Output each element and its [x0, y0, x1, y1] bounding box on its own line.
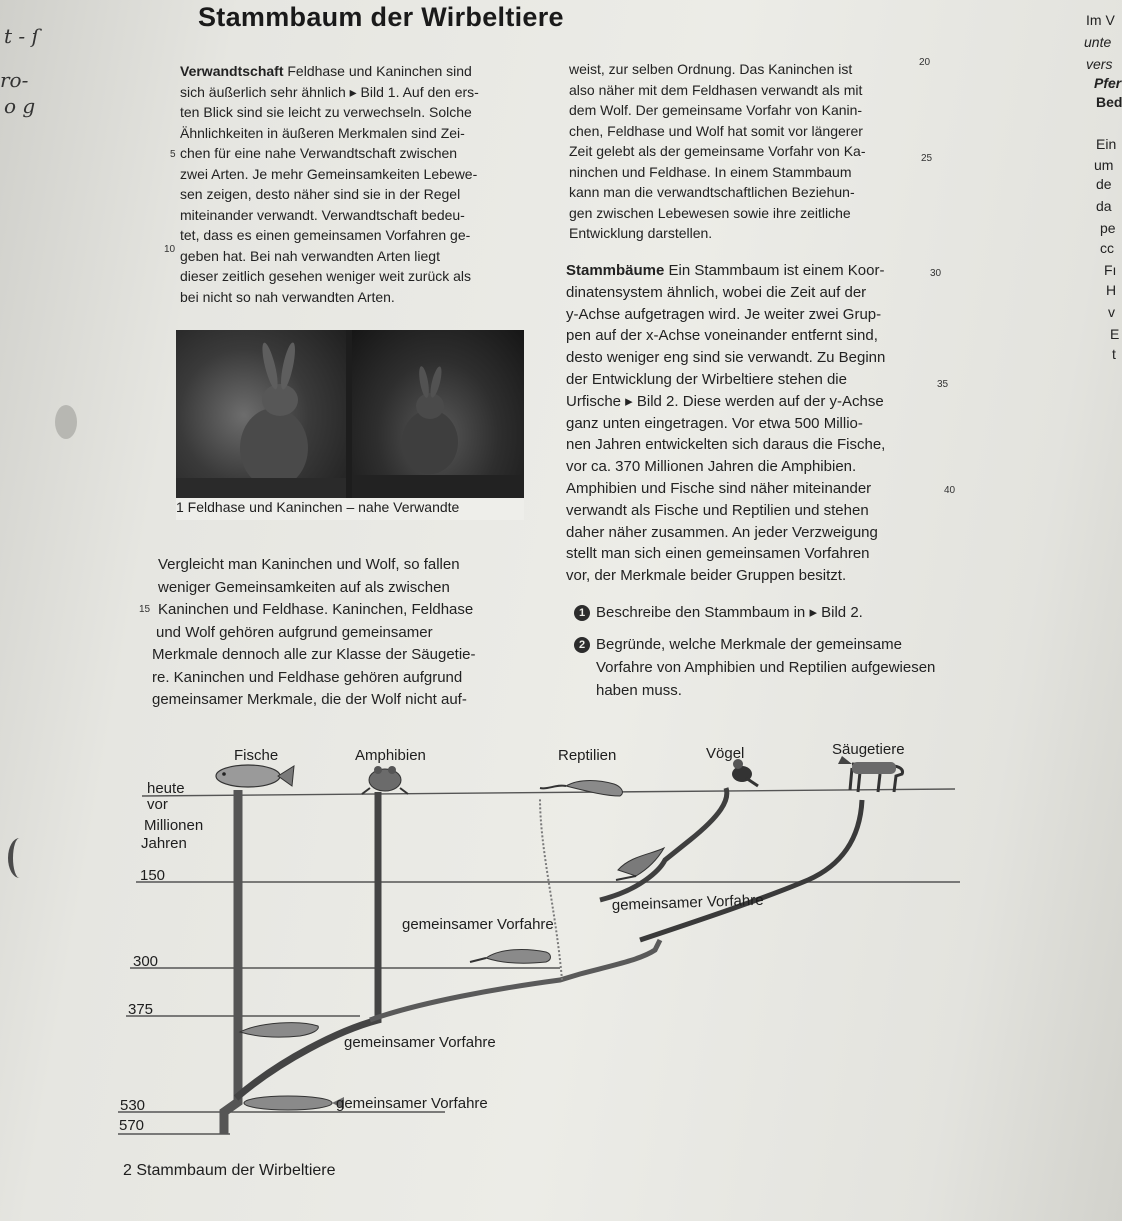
margin-fragment: Fı — [1104, 262, 1117, 278]
paragraph-vergleich — [152, 554, 476, 712]
margin-fragment: t — [1112, 346, 1116, 362]
line-number: 15 — [139, 604, 151, 615]
dog-icon — [838, 756, 903, 792]
paragraph-ordnung — [569, 59, 866, 244]
text-line: ten Blick sind sie leicht zu verwechseln. Solche — [180, 104, 472, 120]
text-line: gen zwischen Lebewesen sowie ihre zeitliche — [569, 204, 851, 221]
keyword: Stammbäume — [566, 262, 665, 279]
text-line — [566, 260, 885, 282]
tick-label-150: 150 — [140, 867, 166, 884]
axis-label-heute: heute — [147, 780, 185, 797]
ancestor-label-reptiles: gemeinsamer Vorfahre — [402, 916, 554, 933]
branch-amphibien — [236, 792, 378, 1098]
margin-fragment: pe — [1100, 220, 1116, 236]
margin-fragment: Bed — [1096, 94, 1122, 110]
lizard-icon — [540, 781, 622, 797]
text-line — [574, 633, 935, 656]
task-number-badge: 2 — [574, 637, 590, 653]
margin-fragment: unte — [1084, 34, 1112, 50]
text-line: ganz unten eingetragen. Vor etwa 500 Millio- — [566, 414, 863, 432]
line-number: 20 — [919, 57, 931, 68]
ancestor-label-birds-mammals: gemeinsamer Vorfahre — [611, 891, 764, 914]
tick-label-300: 300 — [133, 953, 159, 970]
text-line: daher näher zusammen. An jeder Verzweigung — [566, 523, 878, 541]
text-line: Entwicklung darstellen. — [569, 225, 713, 241]
text-line: kann man die verwandtschaftlichen Beziehun- — [569, 184, 855, 200]
ancestor-label-fish: gemeinsamer Vorfahre — [336, 1095, 488, 1112]
text-line: sich äußerlich sehr ähnlich ▸ Bild 1. Auf den ers- — [180, 83, 479, 100]
text-line: pen auf der x-Achse voneinander entfernt sind, — [566, 327, 878, 345]
text-line — [180, 61, 479, 82]
line-number: 25 — [921, 153, 933, 164]
margin-fragment: H — [1106, 282, 1117, 298]
group-label-saeugetiere: Säugetiere — [832, 741, 905, 758]
group-label-reptilien: Reptilien — [558, 747, 617, 764]
keyword: Verwandtschaft — [180, 63, 284, 79]
branch-fische — [224, 790, 238, 1134]
text-line: Urfische ▸ Bild 2. Diese werden auf der y-Achse — [566, 392, 884, 410]
text-line: bei nicht so nah verwandten Arten. — [180, 288, 395, 305]
axis-label-vor: vor — [147, 796, 168, 813]
text-line: sen zeigen, desto näher sind sie in der Regel — [180, 186, 461, 202]
task-text: Beschreibe den Stammbaum in ▸ Bild 2. — [596, 604, 863, 621]
line-number: 40 — [944, 485, 956, 496]
margin-fragment: cc — [1100, 240, 1114, 256]
photo-hare-and-rabbit — [176, 330, 524, 520]
tick-label-530: 530 — [120, 1097, 146, 1114]
margin-fragment: de — [1096, 176, 1112, 192]
axis-label-millionen: Millionen — [144, 817, 204, 834]
archaeopteryx-icon — [616, 848, 664, 880]
group-label-amphibien: Amphibien — [355, 747, 426, 764]
line-number: 5 — [170, 149, 176, 160]
ancestor-label-amphibians: gemeinsamer Vorfahre — [344, 1034, 496, 1051]
text-line-rest: Ein Stammbaum ist einem Koor- — [668, 262, 885, 279]
tick-label-570: 570 — [119, 1117, 145, 1134]
punch-hole — [55, 405, 77, 439]
task-text: Vorfahre von Amphibien und Reptilien aufgewiesen — [596, 659, 936, 676]
text-line: also näher mit dem Feldhasen verwandt als mit — [569, 81, 863, 98]
task-1 — [574, 601, 863, 624]
time-line-heute — [142, 789, 955, 796]
photo-feldhase — [176, 330, 346, 520]
text-line: verwandt als Fische und Reptilien und stehen — [566, 501, 869, 519]
text-line: dieser zeitlich gesehen weniger weit zurück als — [180, 268, 472, 284]
text-line: weniger Gemeinsamkeiten auf als zwischen — [158, 578, 450, 596]
margin-fragment: Pfer — [1094, 75, 1122, 91]
text-line: desto weniger eng sind sie verwandt. Zu Beginn — [566, 349, 886, 367]
early-reptile-icon — [470, 950, 551, 964]
text-line: chen, Feldhase und Wolf hat somit vor längerer — [569, 122, 863, 139]
task-number-badge: 1 — [574, 605, 590, 621]
page-title: Stammbaum der Wirbeltiere — [198, 2, 564, 32]
frog-icon — [362, 766, 408, 794]
primitive-fish-icon — [244, 1096, 344, 1110]
branch-saeugetiere — [640, 800, 862, 940]
phylogenetic-tree — [0, 730, 1122, 1160]
text-line: Merkmale dennoch alle zur Klasse der Säugetie- — [152, 646, 476, 663]
handwriting-note: o g — [4, 94, 36, 118]
text-line: chen für eine nahe Verwandtschaft zwischen — [180, 145, 458, 161]
text-line: Zeit gelebt als der gemeinsame Vorfahr von Ka- — [569, 143, 866, 159]
task-text: Begründe, welche Merkmale der gemeinsame — [596, 636, 902, 653]
text-line: Amphibien und Fische sind näher miteinander — [566, 479, 872, 497]
margin-fragment: da — [1096, 198, 1112, 214]
photo-caption: 1 Feldhase und Kaninchen – nahe Verwandte — [176, 499, 460, 515]
text-line: tet, dass es einen gemeinsamen Vorfahren ge- — [180, 227, 471, 243]
margin-fragment: Ein — [1096, 136, 1117, 152]
text-line: vor, der Merkmale beider Gruppen besitzt. — [566, 567, 847, 585]
margin-fragment: Im V — [1086, 12, 1115, 28]
hare-silhouette-icon — [176, 330, 346, 500]
figure-caption: 2 Stammbaum der Wirbeltiere — [123, 1162, 336, 1179]
line-number: 30 — [930, 268, 942, 279]
handwriting-note: ro- — [0, 68, 29, 92]
line-number: 10 — [164, 244, 176, 255]
bird-icon — [732, 759, 758, 786]
task-2 — [574, 633, 935, 702]
line-number: 35 — [937, 379, 949, 390]
text-line: dem Wolf. Der gemeinsame Vorfahr von Kanin- — [569, 102, 863, 118]
photo-kaninchen — [352, 330, 524, 520]
text-line: gemeinsamer Merkmale, die der Wolf nicht auf- — [152, 691, 467, 708]
branch-voegel — [600, 788, 727, 900]
text-line: re. Kaninchen und Feldhase gehören aufgrund — [152, 668, 463, 686]
text-line: stellt man sich einen gemeinsamen Vorfahren — [566, 545, 870, 563]
text-line: Vergleicht man Kaninchen und Wolf, so fallen — [158, 556, 460, 573]
text-line: geben hat. Bei nah verwandten Arten liegt — [180, 247, 440, 264]
axis-label-jahren: Jahren — [141, 835, 187, 852]
text-line: weist, zur selben Ordnung. Das Kaninchen ist — [569, 61, 853, 77]
text-line: und Wolf gehören aufgrund gemeinsamer — [156, 623, 433, 641]
margin-fragment: E — [1110, 326, 1120, 342]
text-line: y-Achse aufgetragen wird. Je weiter zwei Grup- — [566, 305, 882, 323]
margin-fragment: um — [1094, 157, 1114, 173]
text-line: ninchen und Feldhase. In einem Stammbaum — [569, 163, 852, 180]
margin-fragment: vers — [1086, 56, 1113, 72]
rabbit-silhouette-icon — [352, 330, 524, 500]
text-line: Ähnlichkeiten in äußeren Merkmalen sind Zei- — [180, 124, 465, 141]
group-label-fische: Fische — [234, 747, 279, 764]
text-line: dinatensystem ähnlich, wobei die Zeit auf der — [566, 283, 867, 301]
text-line: miteinander verwandt. Verwandtschaft bedeu- — [180, 206, 465, 223]
text-line: Kaninchen und Feldhase. Kaninchen, Feldhase — [158, 601, 474, 618]
text-line-rest: Feldhase und Kaninchen sind — [287, 63, 472, 79]
paragraph-verwandtschaft — [180, 61, 479, 307]
paragraph-stammbaeume — [566, 260, 885, 587]
text-line: der Entwicklung der Wirbeltiere stehen die — [566, 370, 847, 388]
handwriting-note: t - ſ — [4, 24, 39, 48]
text-line: vor ca. 370 Millionen Jahren die Amphibien. — [566, 458, 857, 476]
fish-icon — [216, 765, 294, 787]
margin-fragment: v — [1108, 304, 1115, 320]
tetrapod-icon — [240, 1023, 318, 1038]
tick-label-375: 375 — [128, 1001, 154, 1018]
group-label-voegel: Vögel — [706, 745, 745, 762]
task-text: haben muss. — [596, 682, 682, 699]
text-line: nen Jahren entwickelten sich daraus die Fische, — [566, 436, 886, 454]
text-line: zwei Arten. Je mehr Gemeinsamkeiten Lebewe- — [180, 165, 478, 182]
